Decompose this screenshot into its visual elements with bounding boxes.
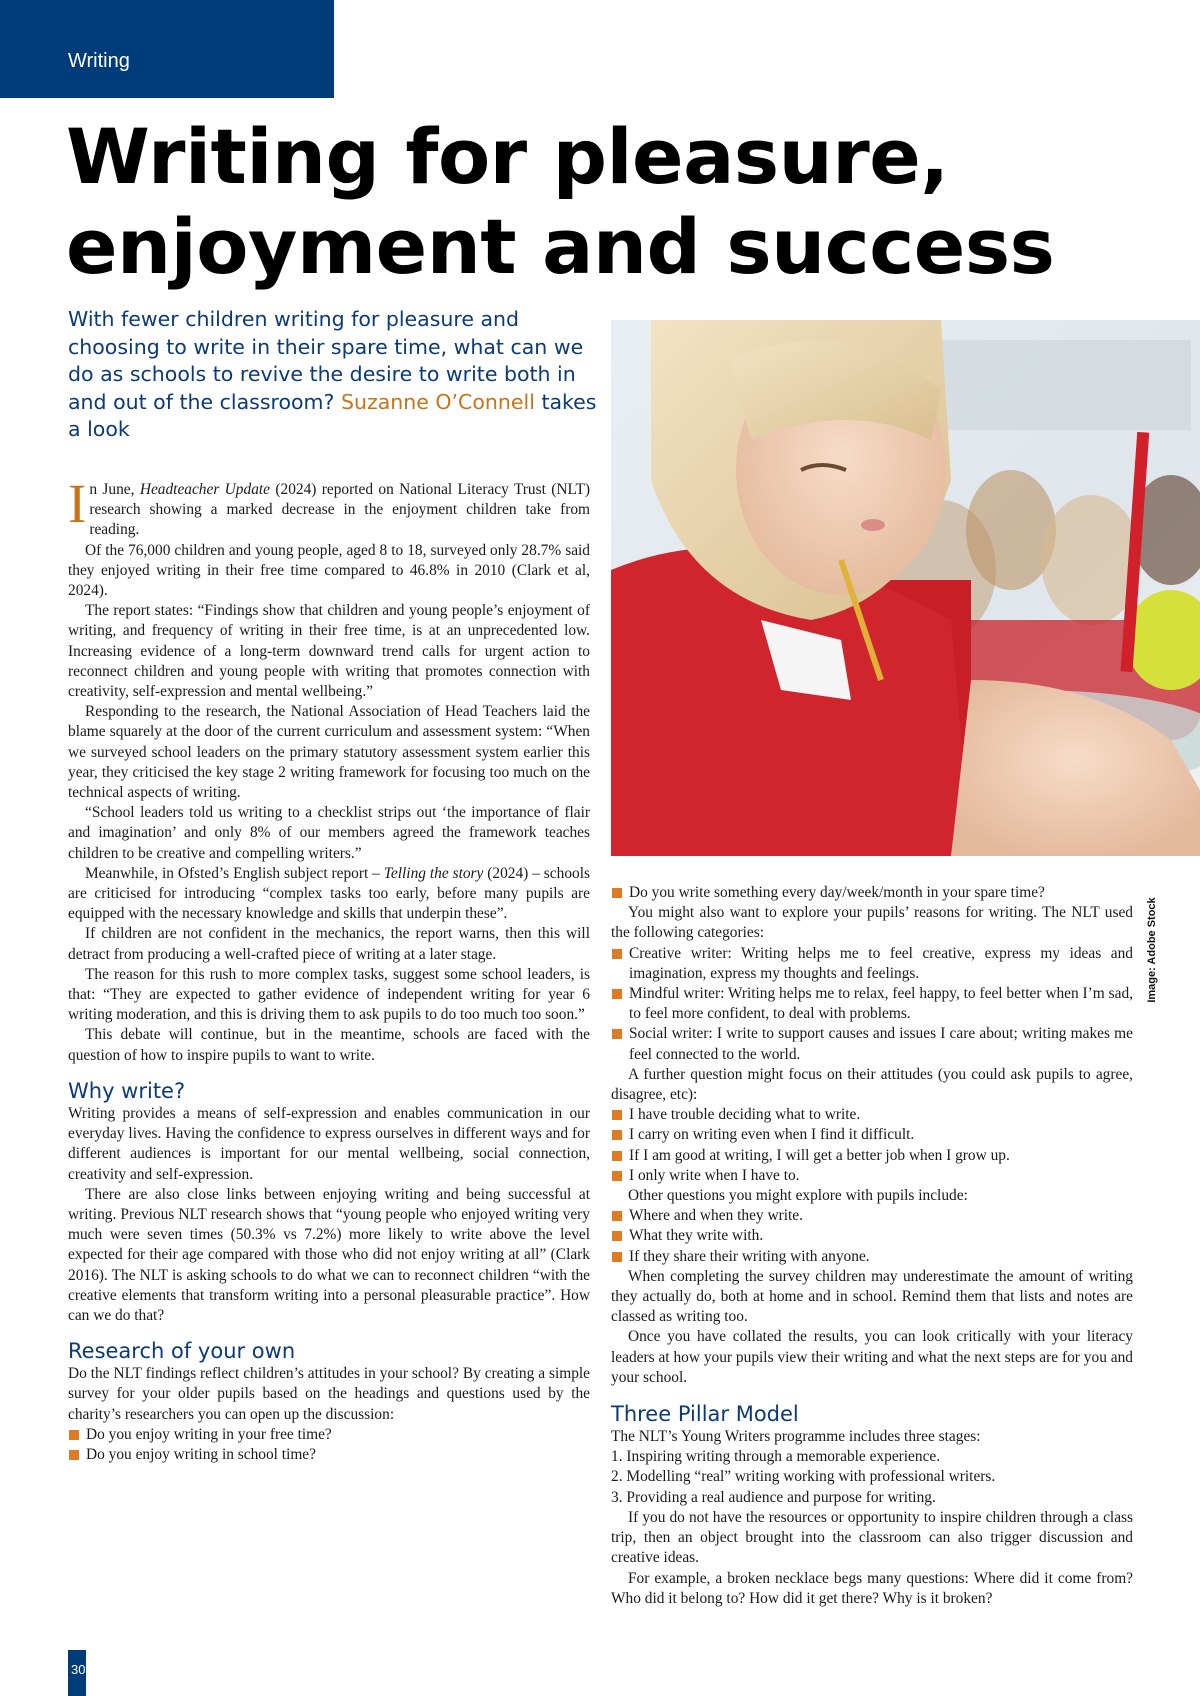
heading-three-pillar-model: Three Pillar Model [611, 1402, 799, 1427]
list-item: Do you enjoy writing in your free time? [68, 1425, 590, 1445]
paragraph: “School leaders told us writing to a checklist strips out ‘the importance of flair and imagination’ and only 8% of our members agreed the framework teaches children to be creative and compelling writers.” [68, 804, 590, 862]
writer-categories-list [611, 944, 1133, 1065]
other-questions-list [611, 1206, 1133, 1267]
paragraph: A further question might focus on their attitudes (you could ask pupils to agree, disagree, etc): [611, 1065, 1133, 1104]
survey-list [68, 1425, 590, 1465]
section-tab [0, 0, 334, 98]
list-item: I only write when I have to. [611, 1166, 1133, 1186]
page-number-bar [68, 1650, 86, 1696]
paragraph: Other questions you might explore with pupils include: [628, 1187, 968, 1205]
intro-paragraph [68, 473, 590, 541]
paragraph: The reason for this rush to more complex tasks, suggest some school leaders, is that: “They are expected to gather evidence of independent writing for year 6 writing moderation, and this is driving them to ask pupils to do too much too soon.” [68, 965, 590, 1024]
paragraph-text-b: (2024) – schools are criticised for introducing “complex tasks too early, before many pupils are equipped with the necessary knowledge and skills that underpin these”. [68, 864, 590, 923]
paragraph: If you do not have the resources or opportunity to inspire children through a class trip, then an object brought into the classroom can also trigger discussion and creative ideas. [611, 1508, 1133, 1567]
paragraph: You might also want to explore your pupils’ reasons for writing. The NLT used the following categories: [611, 904, 1133, 942]
list-item: Social writer: I write to support causes and issues I care about; writing makes me feel connected to the world. [611, 1024, 1133, 1064]
paragraph: Do the NLT findings reflect children’s attitudes in your school? By creating a simple survey for your older pupils based on the headings and questions used by the charity’s researchers you can open up the discussion: [68, 1365, 590, 1423]
image-credit-text: Image: Adobe Stock [1146, 897, 1158, 1003]
list-item: I have trouble deciding what to write. [611, 1105, 1133, 1125]
standfirst-tail: takes a look [68, 389, 597, 441]
paragraph: Writing provides a means of self-expression and enables communication in our everyday lives. Having the confidence to express ourselves in different ways and for different audiences is important for our mental wellbeing, social connection, creativity and self-expression. [68, 1104, 590, 1183]
list-item: If they share their writing with anyone. [611, 1247, 1133, 1267]
stages-list [611, 1447, 1133, 1508]
attitudes-list [611, 1105, 1133, 1186]
heading-research: Research of your own [68, 1339, 296, 1364]
section-label: Writing [68, 50, 130, 72]
list-item: 1. Inspiring writing through a memorable experience. [611, 1448, 941, 1466]
list-item: 2. Modelling “real” writing working with professional writers. [611, 1468, 996, 1486]
article-title [66, 112, 1146, 292]
author-name: Suzanne O’Connell [340, 389, 535, 414]
list-item: Do you write something every day/week/month in your spare time? [611, 883, 1133, 903]
list-item: Creative writer: Writing helps me to feel creative, express my ideas and imagination, express my thoughts and feelings. [611, 944, 1133, 984]
paragraph: Of the 76,000 children and young people, aged 8 to 18, surveyed only 28.7% said they enjoyed writing in their free time compared to 46.8% in 2010 (Clark et al, 2024). [68, 541, 590, 600]
paragraph: There are also close links between enjoying writing and being successful at writing. Previous NLT research shows that “young people who enjoyed writing very much were seven times (50.3% vs 7.2%) more likely to write above the level expected for their age compared with those who did not enjoy writing at all” (Clark 2016). The NLT is asking schools to do what we can to reconnect children “with the creative elements that transform writing into a personal pleasurable practice”. How can we do that? [68, 1185, 590, 1324]
paragraph: Once you have collated the results, you can look critically with your literacy leaders at how your pupils view their writing and what the next steps are for you and your school. [611, 1328, 1133, 1386]
intro-text-a: n June, [89, 481, 140, 498]
list-item: I carry on writing even when I find it difficult. [611, 1125, 1133, 1145]
title-line-1: Writing for pleasure, [66, 112, 949, 201]
list-item: 3. Providing a real audience and purpose for writing. [611, 1488, 936, 1506]
image-credit [1142, 890, 1162, 1010]
list-item: Do you enjoy writing in school time? [68, 1445, 590, 1465]
paragraph: Responding to the research, the National Association of Head Teachers laid the blame squarely at the door of the current curriculum and assessment system: “When we surveyed school leaders on the primary statutory assessment system earlier this year, they criticised the key stage 2 writing framework for focusing too much on the technical aspects of writing. [68, 703, 590, 802]
drop-cap: I [68, 473, 87, 534]
intro-text-b: (2024) reported on National Literacy Trust (NLT) research showing a marked decrease in the enjoyment children take from reading. [89, 481, 590, 539]
left-column [68, 473, 590, 1465]
report-title: Telling the story [383, 864, 484, 882]
title-line-2: enjoyment and success [66, 202, 1055, 291]
paragraph: For example, a broken necklace begs many questions: Where did it come from? Who did it belong to? How did it get there? Why is it broken? [611, 1569, 1133, 1607]
classroom-photo [611, 320, 1200, 856]
page-number: 30 [71, 1662, 86, 1677]
paragraph: The NLT’s Young Writers programme includes three stages: [611, 1428, 981, 1446]
paragraph: This debate will continue, but in the meantime, schools are faced with the question of how to inspire pupils to want to write. [68, 1026, 590, 1064]
paragraph-text-a: Meanwhile, in Ofsted’s English subject report – [85, 864, 384, 882]
paragraph [68, 864, 590, 925]
right-column [611, 883, 1133, 1609]
survey-list-continued [611, 883, 1133, 903]
list-item: What they write with. [611, 1226, 1133, 1246]
list-item: Where and when they write. [611, 1206, 1133, 1226]
paragraph: When completing the survey children may underestimate the amount of writing they actually do, both at home and in school. Remind them that lists and notes are classed as writing too. [611, 1267, 1133, 1326]
list-item: Mindful writer: Writing helps me to relax, feel happy, to feel better when I’m sad, to feel more confident, to deal with problems. [611, 984, 1133, 1024]
list-item: If I am good at writing, I will get a better job when I grow up. [611, 1146, 1133, 1166]
standfirst [68, 306, 598, 444]
paragraph: If children are not confident in the mechanics, the report warns, then this will detract from producing a well-crafted piece of writing at a later stage. [68, 925, 590, 963]
publication-title: Headteacher Update [139, 481, 270, 498]
heading-why-write: Why write? [68, 1078, 186, 1103]
paragraph: The report states: “Findings show that children and young people’s enjoyment of writing, and frequency of writing in their free time, is at an unprecedented low. Increasing evidence of a long-term downward trend calls for urgent action to reconnect children and young people with writing that promotes connection with creativity, self-expression and mental wellbeing.” [68, 602, 590, 701]
standfirst-text: With fewer children writing for pleasure and choosing to write in their spare time, what can we do as schools to revive the desire to write both in and out of the classroom? [68, 307, 584, 414]
